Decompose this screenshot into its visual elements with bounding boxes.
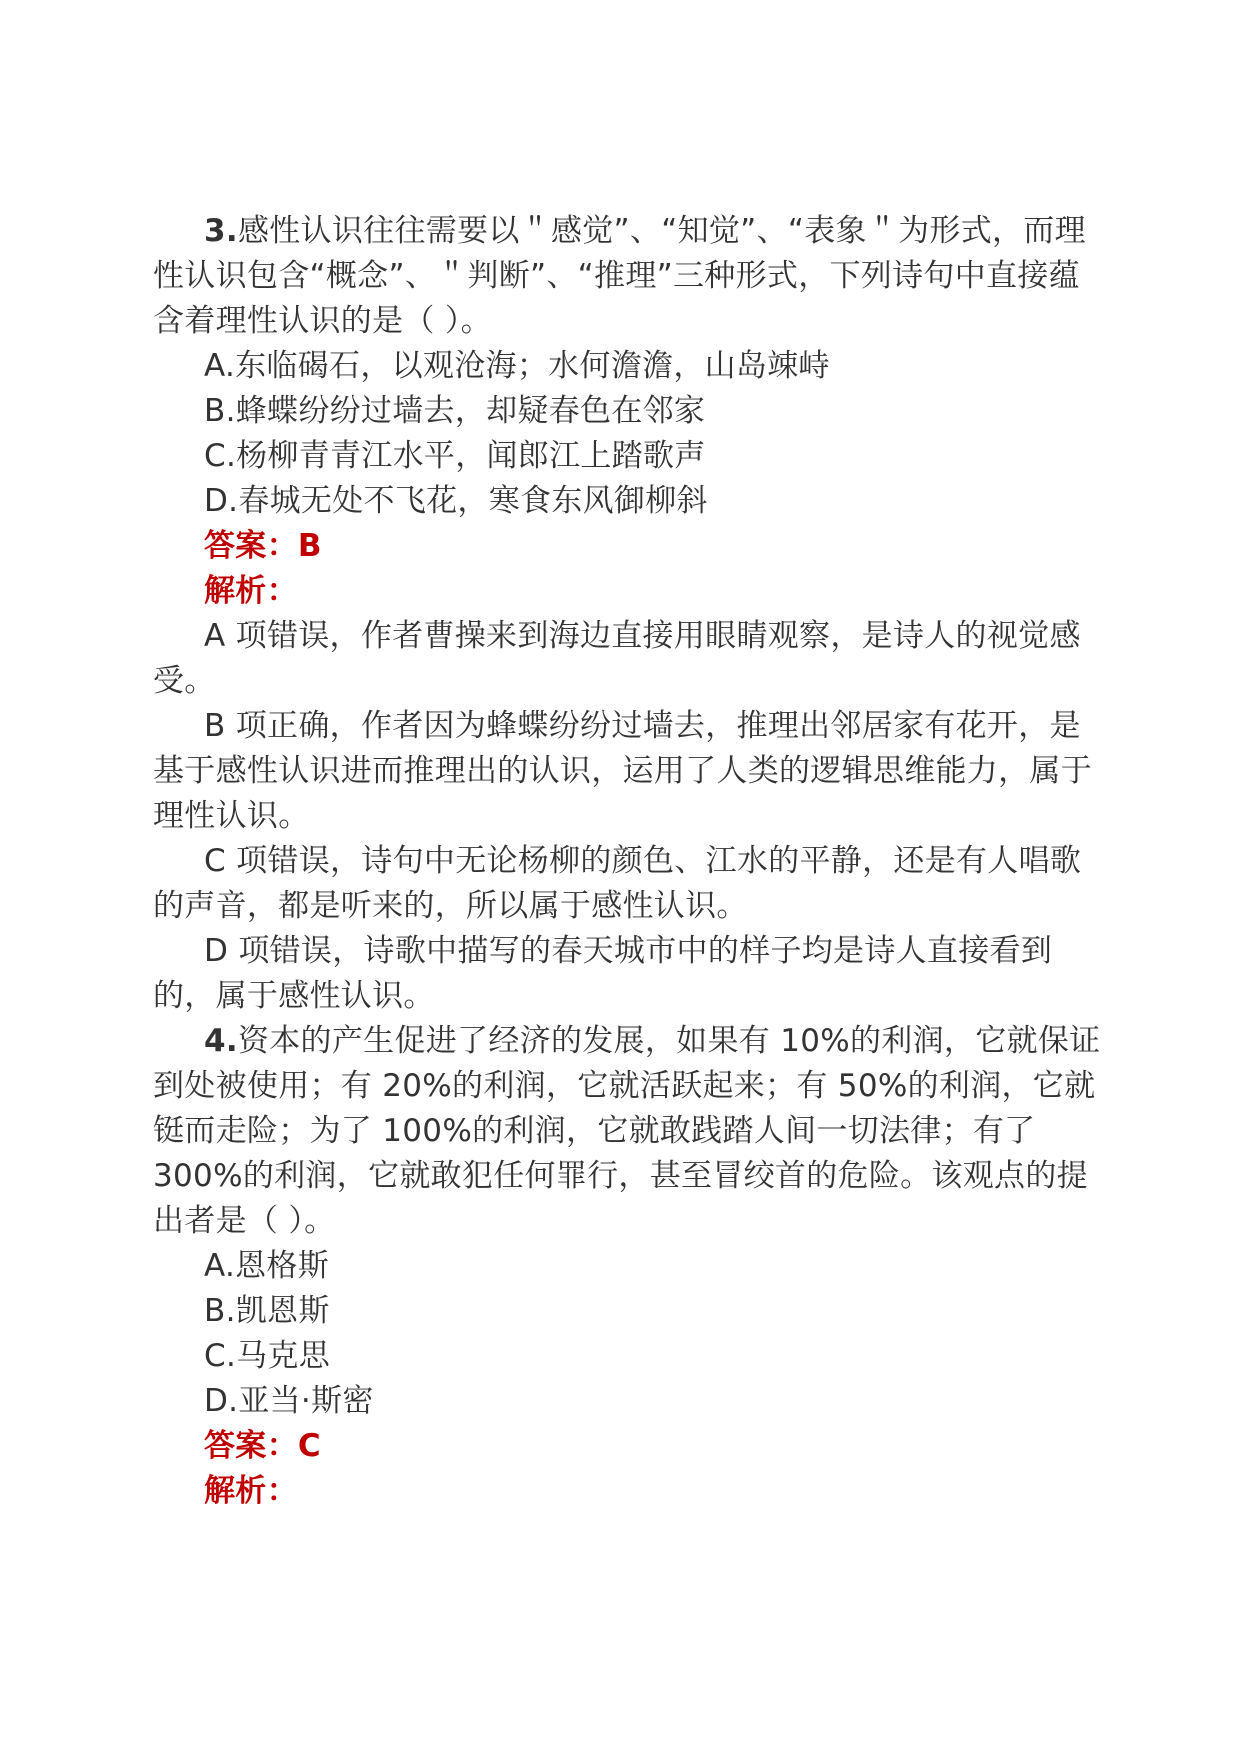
question-stem [153, 1019, 1110, 1244]
answer-label: 答案：B [204, 528, 322, 564]
question-stem [153, 209, 1110, 344]
question-4 [153, 1019, 1110, 1514]
option-b: B.蜂蝶纷纷过墙去，却疑春色在邻家 [204, 393, 706, 429]
analysis-label: 解析： [204, 1473, 298, 1509]
question-text: 感性认识往往需要以＂感觉”、“知觉”、“表象＂为形式，而理性认识包含“概念”、＂判断”、“推理”三种形式，下列诗句中直接蕴含着理性认识的是（ ）。 [153, 213, 1086, 339]
analysis-paragraph-b: B 项正确，作者因为蜂蝶纷纷过墙去，推理出邻居家有花开，是基于感性认识进而推理出的认识，运用了人类的逻辑思维能力，属于理性认识。 [153, 708, 1092, 834]
analysis-paragraph-a: A 项错误，作者曹操来到海边直接用眼睛观察，是诗人的视觉感受。 [153, 618, 1081, 699]
question-number: 4. [204, 1023, 238, 1059]
question-text: 资本的产生促进了经济的发展，如果有 10%的利润，它就保证到处被使用；有 20%的利润，它就活跃起来；有 50%的利润，它就铤而走险；为了 100%的利润，它就敢践踏人间一切法律；有了 300%的利润，它就敢犯任何罪行，甚至冒绞首的危险。该观点的提出者是（ ）。 [153, 1023, 1101, 1239]
option-d: D.亚当·斯密 [204, 1383, 374, 1419]
analysis-paragraph-c: C 项错误，诗句中无论杨柳的颜色、江水的平静，还是有人唱歌的声音，都是听来的，所以属于感性认识。 [153, 843, 1082, 924]
analysis-paragraph-d: D 项错误，诗歌中描写的春天城市中的样子均是诗人直接看到的，属于感性认识。 [153, 933, 1053, 1014]
answer-label: 答案：C [204, 1428, 321, 1464]
option-a: A.东临碣石，以观沧海；水何澹澹，山岛竦峙 [204, 348, 830, 384]
analysis-label: 解析： [204, 573, 298, 609]
question-number: 3. [204, 213, 238, 249]
option-d: D.春城无处不飞花，寒食东风御柳斜 [204, 483, 708, 519]
question-3 [153, 209, 1110, 1019]
option-c: C.马克思 [204, 1338, 330, 1374]
option-b: B.凯恩斯 [204, 1293, 330, 1329]
option-a: A.恩格斯 [204, 1248, 330, 1284]
option-c: C.杨柳青青江水平，闻郎江上踏歌声 [204, 438, 706, 474]
